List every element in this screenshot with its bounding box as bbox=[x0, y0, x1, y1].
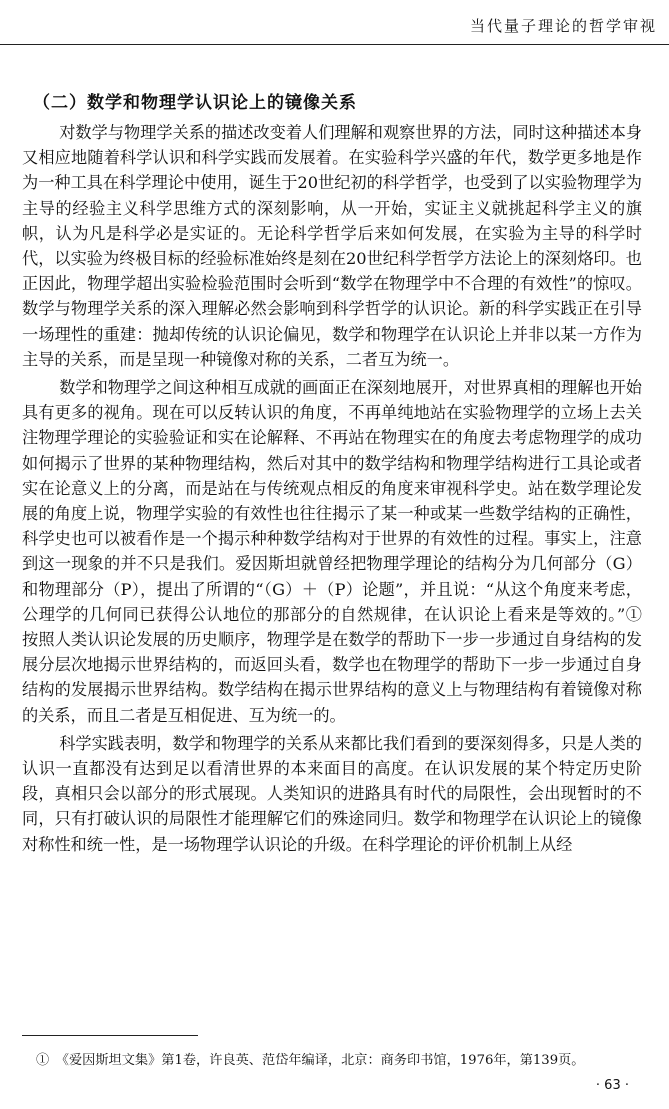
paragraph: 科学实践表明，数学和物理学的关系从来都比我们看到的要深刻得多，只是人类的认识一直都没有达到足以看清世界的本来面目的高度。在认识发展的某个特定历史阶段，真相只会以部分的形式展现。人类知识的进路具有时代的局限性，会出现暂时的不同，只有打破认识的局限性才能理解它们的殊途同归。数学和物理学在认识论上的镜像对称性和统一性，是一场物理学认识论的升级。在科学理论的评价机制上从经 bbox=[22, 733, 642, 854]
paragraph: 对数学与物理学关系的描述改变着人们理解和观察世界的方法，同时这种描述本身又相应地随着科学认识和科学实践而发展着。在实验科学兴盛的年代，数学更多地是作为一种工具在科学理论中使用，诞生于20世纪初的科学哲学，也受到了以实验物理学为主导的经验主义科学思维方式的深刻影响，从一开始，实证主义就挑起科学主义的旗帜，认为凡是科学必是实证的。无论科学哲学后来如何发展，在实验为主导的科学时代，以实验为终极目标的经验标准始终是刻在20世纪科学哲学方法论上的深刻烙印。也正因此，物理学超出实验检验范围时会听到“数学在物理学中不合理的有效性”的惊叹。数学与物理学关系的深入理解必然会影响到科学哲学的认识论。新的科学实践正在引导一场理性的重建：抛却传统的认识论偏见，数学和物理学在认识论上并非以某一方作为主导的关系，而是呈现一种镜像对称的关系，二者互为统一。 bbox=[22, 123, 642, 369]
running-header bbox=[0, 6, 669, 45]
page-number: · 63 · bbox=[595, 1078, 629, 1093]
paragraph: 数学和物理学之间这种相互成就的画面正在深刻地展开，对世界真相的理解也开始具有更多的视角。现在可以反转认识的角度，不再单纯地站在实验物理学的立场上去关注物理学理论的实验验证和实在论解释、不再站在物理实在的角度去考虑物理学的成功如何揭示了世界的某种物理结构，然后对其中的数学结构和物理学结构进行工具论或者实在论意义上的分离，而是站在与传统观点相反的角度来审视科学史。站在数学理论发展的角度上说，物理学实验的有效性也往往揭示了某一种或某一些数学结构的正确性，科学史也可以被看作是一个揭示种种数学结构对于世界的有效性的过程。事实上，注意到这一现象的并不只是我们。爱因斯坦就曾经把物理学理论的结构分为几何部分（G）和物理部分（P），提出了所谓的“（G）＋（P）论题”，并且说：“从这个角度来考虑，公理学的几何同已获得公认地位的那部分的自然规律，在认识论上看来是等效的。”① 按照人类认识论发展的历史顺序，物理学是在数学的帮助下一步一步通过自身结构的发展分层次地揭示世界结构的，而返回头看，数学也在物理学的帮助下一步一步通过自身结构的发展揭示世界结构。数学结构在揭示世界结构的意义上与物理结构有着镜像对称的关系，而且二者是互相促进、互为统一的。 bbox=[22, 378, 642, 725]
section-heading: （二）数学和物理学认识论上的镜像关系 bbox=[33, 93, 357, 113]
footnote: ① 《爱因斯坦文集》第1卷，许良英、范岱年编译，北京：商务印书馆，1976年，第139页。 bbox=[36, 1053, 585, 1068]
body-text bbox=[0, 120, 669, 857]
footnote-divider bbox=[22, 1035, 198, 1036]
running-header-title: 当代量子理论的哲学审视 bbox=[469, 17, 657, 35]
